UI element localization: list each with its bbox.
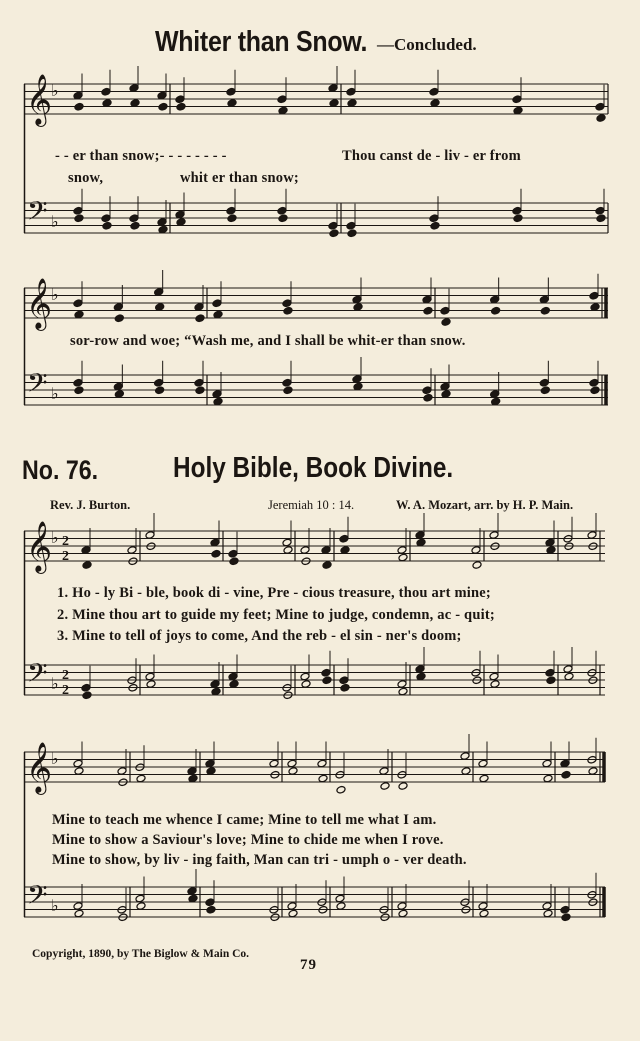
treble-clef: 𝄞 [26,278,53,329]
treble-note-head [73,759,83,768]
verse-2-line: 2. Mine thou art to guide my feet; Mine to judge, condemn, ac - quit; [57,607,495,623]
verse-1-line: Mine to teach me whence I came; Mine to tell me what I am. [52,812,437,828]
hymn-title: Whiter than Snow. [155,26,368,58]
treble-note-head [117,767,127,776]
bass-note-head [283,386,293,395]
treble-note-head [542,759,552,768]
treble-note-head [278,106,288,115]
bass-note-head [176,218,186,227]
bass-note-head [157,218,167,227]
treble-note-head [113,303,123,312]
bass-note-head [74,909,84,918]
bass-note-head [213,397,223,406]
bass-note-head [155,386,165,395]
treble-clef: 𝄞 [26,742,53,793]
treble-note-head [158,102,168,111]
treble-note-head [491,306,501,315]
bass-note-head [329,229,339,238]
treble-note-head [130,99,140,108]
treble-note-head [596,114,606,123]
treble-note-head [543,774,553,783]
treble-note-head [472,561,482,570]
bass-note-head [81,683,91,692]
treble-note-head [590,303,600,312]
hymn-title-concluded: —Concluded. [377,35,477,54]
bass-note-head [321,668,331,677]
treble-note-head [187,767,197,776]
bass-note-head [277,206,287,215]
bass-note-head [560,905,570,914]
treble-note-head [288,767,298,776]
bass-note-head [188,894,198,903]
bass-note-head [73,902,83,911]
treble-note-head [157,91,167,100]
bass-note-head [336,902,346,911]
treble-note-head [490,295,500,304]
treble-note-head [213,310,223,319]
hymn-title: Holy Bible, Book Divine. [173,452,454,484]
time-signature: 2 [62,668,69,683]
treble-note-head [277,95,287,104]
treble-note-head [379,767,389,776]
treble-note-head [188,774,198,783]
bass-note-head [339,676,349,685]
treble-note-head [539,295,549,304]
bass-note-head [490,680,500,689]
bass-note-head [539,378,549,387]
treble-note-head [561,770,571,779]
treble-note-head [546,546,556,555]
verse-2-line: Mine to show a Saviour's love; Mine to chide me when I rove. [52,832,444,848]
bass-note-head [226,206,236,215]
treble-note-head [512,95,522,104]
treble-note-head [287,759,297,768]
bass-note-head [397,680,407,689]
treble-note-head [440,306,450,315]
bass-note-head [423,393,433,402]
bass-note-head [422,386,432,395]
hymn-number: No. 76. [22,455,99,485]
lyric-line: snow, [68,170,104,186]
bass-note-head [346,221,356,230]
treble-note-head [340,546,350,555]
bass-note-head [158,225,168,234]
treble-note-head [212,299,222,308]
treble-note-head [102,99,112,108]
bass-note-head [288,909,298,918]
bass-note-head [195,386,205,395]
treble-note-head [346,87,356,96]
treble-note-head [460,752,470,761]
time-signature: 2 [62,549,69,564]
bass-note-head [542,902,552,911]
bass-note-head [73,206,83,215]
bass-note-head [596,214,606,223]
bass-note-head [287,902,297,911]
lyric-line: sor-row and woe; “Wash me, and I shall be whit-er than snow. [70,333,466,349]
treble-note-head [73,91,83,100]
bass-note-head [328,221,338,230]
bass-note-head [441,390,451,399]
treble-note-head [589,291,599,300]
treble-note-head [430,99,440,108]
treble-note-head [489,531,499,540]
bass-note-head [210,680,220,689]
lyric-line: Thou canst de - liv - er from [342,148,521,164]
bass-note-head [227,214,237,223]
flat-sign: ♭ [51,528,59,547]
treble-note-head [380,782,390,791]
copyright-notice: Copyright, 1890, by The Biglow & Main Co. [32,948,250,960]
bass-note-head [398,687,408,696]
scripture-reference: Jeremiah 10 : 14. [268,498,355,512]
treble-note-head [353,303,363,312]
treble-note-head [74,767,84,776]
bass-note-head [82,691,92,700]
treble-note-head [114,314,124,323]
treble-note-head [321,546,331,555]
flat-sign: ♭ [51,674,59,693]
treble-note-head [318,774,328,783]
treble-note-head [226,87,236,96]
bass-note-head [194,378,204,387]
bass-clef: 𝄢 [27,367,48,405]
treble-note-head [415,531,425,540]
treble-note-head [441,318,451,327]
composer-credit: W. A. Mozart, arr. by H. P. Main. [396,498,574,512]
flat-sign: ♭ [51,285,59,304]
bass-note-head [282,378,292,387]
treble-note-head [269,759,279,768]
bass-note-head [543,909,553,918]
treble-note-head [423,306,433,315]
bass-note-head [479,909,489,918]
treble-note-head [461,767,471,776]
treble-note-head [211,549,221,558]
bass-note-head [212,390,222,399]
treble-note-head [127,546,137,555]
bass-note-head [205,898,215,907]
bass-note-head [430,221,440,230]
bass-note-head [478,902,488,911]
treble-note-head [210,538,220,547]
treble-note-head [145,531,155,540]
treble-note-head [74,310,84,319]
bass-note-head [228,672,238,681]
bass-clef: 𝄢 [27,195,48,233]
bass-note-head [175,210,185,219]
bass-note-head [490,390,500,399]
treble-note-head [176,102,186,111]
treble-note-head [513,106,523,115]
bass-note-head [136,902,146,911]
bass-note-head [347,229,357,238]
treble-note-head [339,534,349,543]
treble-note-head [398,553,408,562]
bass-note-head [416,672,426,681]
treble-note-head [282,299,292,308]
bass-note-head [135,894,145,903]
bass-note-head [440,382,450,391]
treble-note-head [329,99,339,108]
bass-note-head [561,913,571,922]
bass-note-head [546,676,556,685]
lyric-line: whit er than snow; [180,170,299,186]
bass-note-head [512,206,522,215]
treble-note-head [471,546,481,555]
treble-note-head [194,303,204,312]
bass-note-head [129,214,139,223]
bass-clef: 𝄢 [27,879,48,917]
treble-note-head [336,785,346,794]
treble-note-head [429,87,439,96]
bass-note-head [540,386,550,395]
bass-note-head [130,221,140,230]
treble-note-head [155,303,165,312]
treble-note-head [328,84,338,93]
bass-note-head [563,665,573,674]
bass-note-head [74,214,84,223]
lyric-line: - - er than snow;- - - - - - - - [55,148,227,164]
bass-note-head [340,683,350,692]
bass-note-head [489,672,499,681]
flat-sign: ♭ [51,384,59,403]
treble-note-head [595,102,605,111]
treble-note-head [282,538,292,547]
treble-note-head [228,549,238,558]
treble-note-head [101,87,111,96]
treble-note-head [74,102,84,111]
treble-note-head [129,84,139,93]
treble-clef: 𝄞 [26,74,53,125]
page-number: 79 [300,957,317,973]
treble-note-head [154,288,164,297]
treble-note-head [81,546,91,555]
bass-note-head [154,378,164,387]
bass-note-head [114,390,124,399]
treble-note-head [73,299,83,308]
bass-note-head [278,214,288,223]
treble-note-head [479,774,489,783]
treble-note-head [322,561,332,570]
flat-sign: ♭ [51,212,59,231]
bass-note-head [595,206,605,215]
treble-note-head [175,95,185,104]
verse-3-line: Mine to show, by liv - ing faith, Man can tri - umph o - ver death. [52,852,467,868]
flat-sign: ♭ [51,749,59,768]
bass-note-head [229,680,239,689]
bass-note-head [415,665,425,674]
time-signature: 2 [62,534,69,549]
treble-note-head [205,759,215,768]
bass-note-head [301,680,311,689]
treble-note-head [82,561,92,570]
treble-note-head [560,759,570,768]
treble-note-head [545,538,555,547]
bass-note-head [353,382,363,391]
treble-note-head [300,546,310,555]
treble-note-head [229,557,239,566]
bass-clef: 𝄢 [27,657,48,695]
treble-note-head [540,306,550,315]
treble-note-head [317,759,327,768]
bass-note-head [73,378,83,387]
bass-note-head [322,676,332,685]
bass-note-head [146,680,156,689]
bass-note-head [545,668,555,677]
bass-note-head [300,672,310,681]
treble-note-head [227,99,237,108]
time-signature: 2 [62,683,69,698]
treble-note-head [195,314,205,323]
treble-note-head [347,99,357,108]
treble-note-head [136,774,146,783]
bass-note-head [491,397,501,406]
treble-note-head [283,546,293,555]
bass-note-head [335,894,345,903]
bass-note-head [102,221,112,230]
author-credit: Rev. J. Burton. [50,498,131,512]
bass-note-head [589,378,599,387]
bass-note-head [398,909,408,918]
bass-note-head [513,214,523,223]
bass-note-head [206,905,216,914]
treble-note-head [398,782,408,791]
treble-note-head [478,759,488,768]
treble-note-head [587,531,597,540]
treble-note-head [283,306,293,315]
verse-3-line: 3. Mine to tell of joys to come, And the reb - el sin - ner's doom; [57,628,462,644]
bass-note-head [113,382,123,391]
treble-note-head [588,767,598,776]
bass-note-head [590,386,600,395]
bass-note-head [397,902,407,911]
bass-note-head [352,375,362,384]
treble-note-head [397,546,407,555]
bass-note-head [145,672,155,681]
treble-note-head [352,295,362,304]
treble-note-head [206,767,216,776]
bass-note-head [74,386,84,395]
bass-note-head [211,687,221,696]
flat-sign: ♭ [51,81,59,100]
bass-note-head [101,214,111,223]
treble-note-head [416,538,426,547]
treble-clef: 𝄞 [26,521,53,572]
flat-sign: ♭ [51,896,59,915]
verse-1-line: 1. Ho - ly Bi - ble, book di - vine, Pre - cious treasure, thou art mine; [57,585,491,601]
bass-note-head [187,887,197,896]
treble-note-head [422,295,432,304]
bass-note-head [564,672,574,681]
bass-note-head [429,214,439,223]
